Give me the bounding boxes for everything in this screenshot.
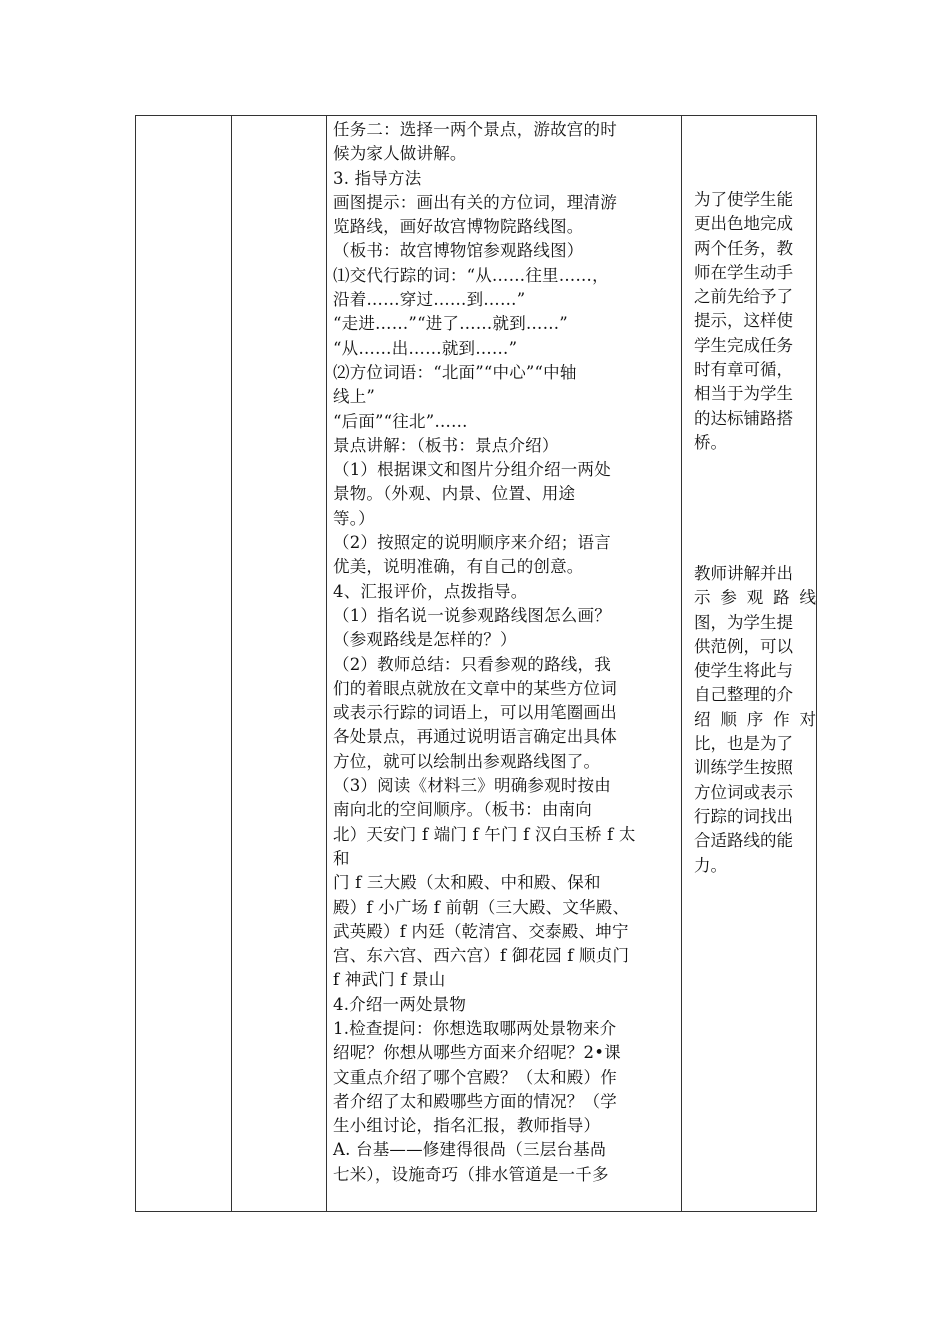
text-line: （参观路线是怎样的？）	[333, 630, 517, 650]
text-line: 相当于为学生	[694, 384, 793, 404]
text-line: （3）阅读《材料三》明确参观时按由	[333, 776, 611, 796]
text-line: 南向北的空间顺序。（板书：由南向	[333, 800, 592, 820]
text-line: 示 参 观 路 线	[694, 588, 816, 608]
text-line: 教师讲解并出	[694, 564, 793, 583]
text-line: 沿着……穿过……到……”	[333, 290, 526, 310]
design-intent-note-2	[694, 562, 816, 878]
text-line: 比，也是为了	[694, 734, 793, 754]
text-line: f 神武门 f 景山	[333, 970, 446, 990]
text-line: 等。）	[333, 508, 375, 528]
text-line: 提示，这样使	[694, 311, 793, 331]
text-line: 桥。	[694, 432, 727, 452]
text-line: 1.检查提问：你想选取哪两处景物来介	[333, 1018, 617, 1038]
text-line: 绍 顺 序 作 对	[694, 709, 816, 729]
text-line: 使学生将此与	[694, 661, 793, 681]
text-line: （2）按照定的说明顺序来介绍；语言	[333, 533, 611, 553]
text-line: 供范例，可以	[694, 636, 793, 656]
text-line: 七米），设施奇巧（排水管道是一千多	[333, 1164, 609, 1184]
text-line: 宫、东六宫、西六宫）f 御花园 f 顺贞门	[333, 946, 630, 966]
design-intent-note-1	[694, 188, 816, 455]
text-line: “走进……”“进了……就到……”	[333, 314, 568, 334]
text-line: 览路线，画好故宫博物院路线图。	[333, 217, 584, 237]
text-line: 画图提示：画出有关的方位词，理清游	[333, 192, 617, 212]
text-line: 师在学生动手	[694, 262, 793, 282]
text-line: 的达标铺路搭	[694, 408, 793, 428]
text-line: 候为家人做讲解。	[333, 144, 467, 164]
text-line: 任务二：选择一两个景点，游故宫的时	[333, 120, 617, 139]
text-line: A. 台基——修建得很咼（三层台基咼	[333, 1140, 607, 1160]
text-line: 殿）f 小广场 f 前朝（三大殿、文华殿、	[333, 897, 630, 917]
text-line: 合适路线的能	[694, 831, 793, 851]
text-line: 们的着眼点就放在文章中的某些方位词	[333, 678, 617, 698]
text-line: 4、汇报评价，点拨指导。	[333, 581, 528, 601]
text-line: 文重点介绍了哪个宫殿？（太和殿）作	[333, 1067, 617, 1087]
text-line: 景物。（外观、内景、位置、用途	[333, 484, 576, 504]
text-line: 者介绍了太和殿哪些方面的情况？（学	[333, 1091, 617, 1111]
text-line: 两个任务，教	[694, 238, 793, 258]
text-line: 图，为学生提	[694, 612, 793, 632]
text-line: 4.介绍一两处景物	[333, 994, 467, 1014]
text-line: 和	[333, 848, 350, 868]
text-line: 更出色地完成	[694, 214, 793, 234]
text-line: 方位，就可以绘制出参观路线图了。	[333, 751, 601, 771]
text-line: 3. 指导方法	[333, 168, 422, 188]
text-line: （板书：故宫博物馆参观路线图）	[333, 241, 584, 261]
table-column-2	[232, 116, 327, 1211]
lesson-plan-table	[135, 115, 817, 1212]
text-line: 门 f 三大殿（太和殿、中和殿、保和	[333, 873, 601, 893]
text-line: （1）指名说一说参观路线图怎么画？	[333, 605, 611, 625]
teaching-process-text	[333, 118, 673, 1187]
text-line: “后面”“往北”……	[333, 411, 468, 431]
text-line: 方位词或表示	[694, 782, 793, 802]
table-column-1	[136, 116, 232, 1211]
text-line: 景点讲解：（板书：景点介绍）	[333, 435, 559, 455]
text-line: （2）教师总结：只看参观的路线，我	[333, 654, 611, 674]
text-line: 自己整理的介	[694, 685, 793, 705]
text-line: 武英殿）f 内廷（乾清宫、交泰殿、坤宁	[333, 921, 629, 941]
text-line: 学生完成任务	[694, 335, 793, 355]
text-line: （1）根据课文和图片分组介绍一两处	[333, 460, 611, 480]
text-line: 北）天安门 f 端门 f 午门 f 汉白玉桥 f 太	[333, 824, 636, 844]
text-line: 或表示行踪的词语上，可以用笔圈画出	[333, 703, 617, 723]
text-line: 优美，说明准确，有自己的创意。	[333, 557, 584, 577]
text-line: 各处景点，再通过说明语言确定出具体	[333, 727, 617, 747]
text-line: “从……出……就到……”	[333, 338, 518, 358]
text-line: 为了使学生能	[694, 190, 793, 209]
text-line: 绍呢？你想从哪些方面来介绍呢？2•课	[333, 1043, 621, 1063]
text-line: ⑴交代行踪的词：“从……往里……，	[333, 265, 609, 285]
text-line: 时有章可循，	[694, 360, 793, 380]
text-line: 之前先给予了	[694, 287, 793, 307]
text-line: ⑵方位词语：“北面”“中心”“中轴	[333, 362, 577, 382]
text-line: 训练学生按照	[694, 758, 793, 778]
text-line: 生小组讨论，指名汇报，教师指导）	[333, 1116, 601, 1136]
text-line: 线上”	[333, 387, 376, 407]
text-line: 力。	[694, 855, 727, 875]
text-line: 行踪的词找出	[694, 806, 793, 826]
